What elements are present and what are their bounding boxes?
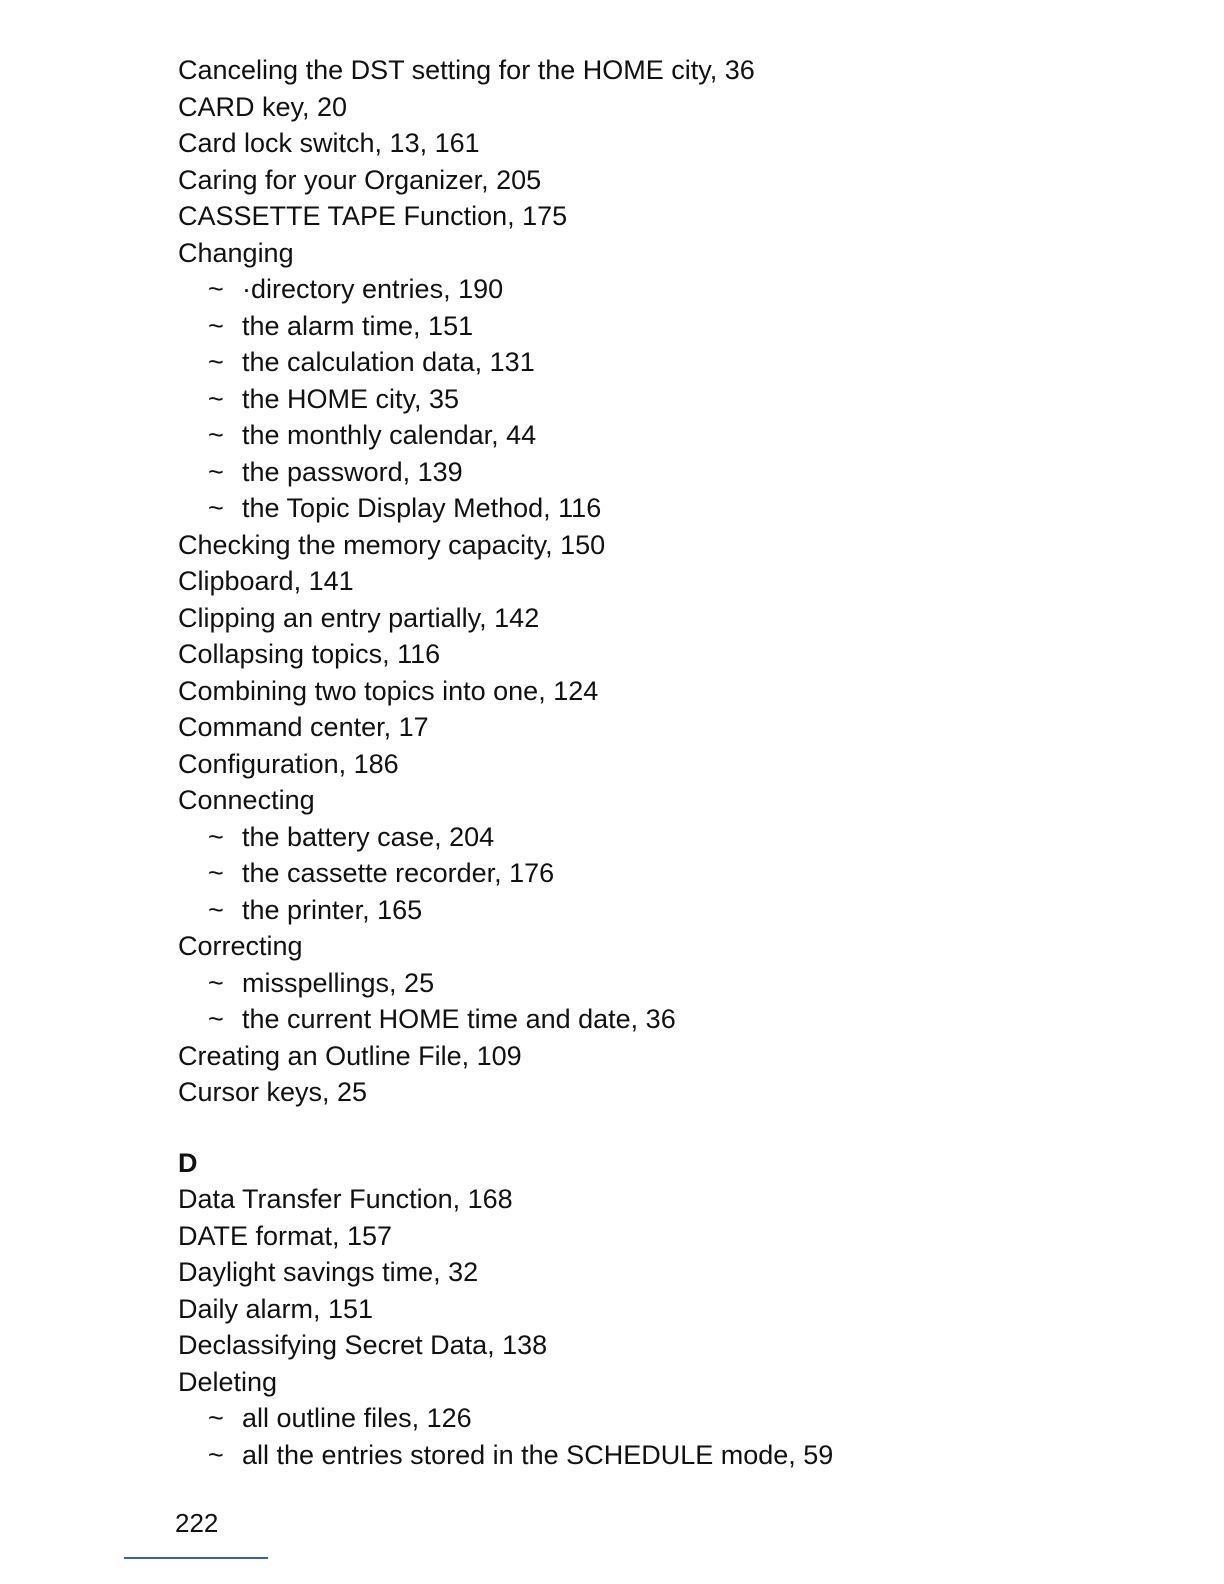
index-entry (178, 600, 1038, 637)
entry-text: the Topic Display Method, 116 (242, 493, 602, 523)
index-entry (178, 636, 1038, 673)
index-section-c (178, 52, 1038, 1111)
index-entry (178, 746, 1038, 783)
index-entry (178, 1364, 1038, 1401)
index-entry (178, 1291, 1038, 1328)
subentry-marker: ~ (208, 1403, 224, 1433)
entry-text: Cursor keys, 25 (178, 1077, 368, 1107)
entry-text: ·directory entries, 190 (242, 274, 504, 304)
entry-text: Card lock switch, 13, 161 (178, 128, 480, 158)
subentry-marker: ~ (208, 858, 224, 888)
entry-text: Caring for your Organizer, 205 (178, 164, 542, 195)
entry-text: Declassifying Secret Data, 138 (178, 1330, 548, 1360)
index-subentry (178, 454, 1038, 491)
subentry-marker: ~ (208, 1439, 224, 1470)
index-subentry (178, 381, 1038, 418)
entry-text: Deleting (178, 1366, 278, 1397)
entry-text: DATE format, 157 (178, 1220, 393, 1251)
entry-text: Creating an Outline File, 109 (178, 1040, 522, 1071)
index-entry (178, 1074, 1038, 1111)
index-subentry (178, 417, 1038, 454)
subentry-marker: ~ (208, 420, 224, 450)
index-subentry (178, 490, 1038, 527)
entry-text: Daily alarm, 151 (178, 1293, 374, 1324)
index-list (178, 52, 1038, 1473)
index-subentry (178, 308, 1038, 345)
subentry-marker: ~ (208, 1004, 224, 1034)
entry-text: the calculation data, 131 (242, 347, 535, 377)
entry-text: Collapsing topics, 116 (178, 639, 441, 669)
subentry-marker: ~ (208, 493, 224, 523)
entry-text: Daylight savings time, 32 (178, 1257, 479, 1287)
index-subentry (178, 855, 1038, 892)
index-entry (178, 928, 1038, 965)
subentry-marker: ~ (208, 821, 224, 852)
entry-text: CARD key, 20 (178, 91, 348, 122)
entry-text: Changing (178, 237, 294, 268)
section-letter-d: D (178, 1147, 198, 1178)
index-entry (178, 527, 1038, 564)
page-number: 222 (175, 1508, 219, 1538)
bottom-rule (124, 1557, 268, 1559)
index-entry (178, 235, 1038, 272)
index-subentry (178, 344, 1038, 381)
index-entry (178, 198, 1038, 235)
entry-text: the cassette recorder, 176 (242, 858, 555, 888)
index-entry (178, 709, 1038, 746)
entry-text: Checking the memory capacity, 150 (178, 529, 606, 560)
entry-text: Clipboard, 141 (178, 566, 354, 596)
entry-text: Correcting (178, 931, 303, 961)
subentry-marker: ~ (208, 456, 224, 487)
subentry-marker: ~ (208, 274, 224, 304)
entry-text: Command center, 17 (178, 712, 429, 742)
entry-text: Connecting (178, 785, 315, 815)
index-entry (178, 673, 1038, 710)
index-subentry (178, 1400, 1038, 1437)
index-entry (178, 1327, 1038, 1364)
index-entry (178, 89, 1038, 126)
entry-text: all the entries stored in the SCHEDULE mode, 59 (242, 1439, 834, 1470)
subentry-marker: ~ (208, 347, 224, 377)
subentry-marker: ~ (208, 967, 224, 998)
index-subentry (178, 1437, 1038, 1474)
index-entry (178, 1218, 1038, 1255)
entry-text: all outline files, 126 (242, 1403, 472, 1433)
index-subentry (178, 819, 1038, 856)
entry-text: the printer, 165 (242, 894, 423, 925)
entry-text: CASSETTE TAPE Function, 175 (178, 201, 568, 231)
index-entry (178, 125, 1038, 162)
entry-text: the password, 139 (242, 456, 463, 487)
entry-text: the monthly calendar, 44 (242, 420, 537, 450)
index-entry (178, 1181, 1038, 1218)
index-subentry (178, 965, 1038, 1002)
entry-text: the alarm time, 151 (242, 310, 474, 341)
entry-text: misspellings, 25 (242, 967, 435, 998)
entry-text: Clipping an entry partially, 142 (178, 602, 540, 633)
entry-text: Canceling the DST setting for the HOME city, 36 (178, 55, 755, 85)
index-entry (178, 1254, 1038, 1291)
entry-text: the battery case, 204 (242, 821, 495, 852)
entry-text: Configuration, 186 (178, 748, 399, 779)
entry-text: the current HOME time and date, 36 (242, 1004, 676, 1034)
index-entry (178, 162, 1038, 199)
entry-text: Data Transfer Function, 168 (178, 1184, 513, 1214)
index-entry (178, 1038, 1038, 1075)
index-entry (178, 563, 1038, 600)
index-entry (178, 52, 1038, 89)
subentry-marker: ~ (208, 894, 224, 925)
index-section-d (178, 1181, 1038, 1473)
index-subentry (178, 271, 1038, 308)
entry-text: the HOME city, 35 (242, 383, 460, 414)
subentry-marker: ~ (208, 383, 224, 414)
entry-text: Combining two topics into one, 124 (178, 675, 599, 706)
subentry-marker: ~ (208, 310, 224, 341)
index-subentry (178, 892, 1038, 929)
index-entry (178, 782, 1038, 819)
index-subentry (178, 1001, 1038, 1038)
